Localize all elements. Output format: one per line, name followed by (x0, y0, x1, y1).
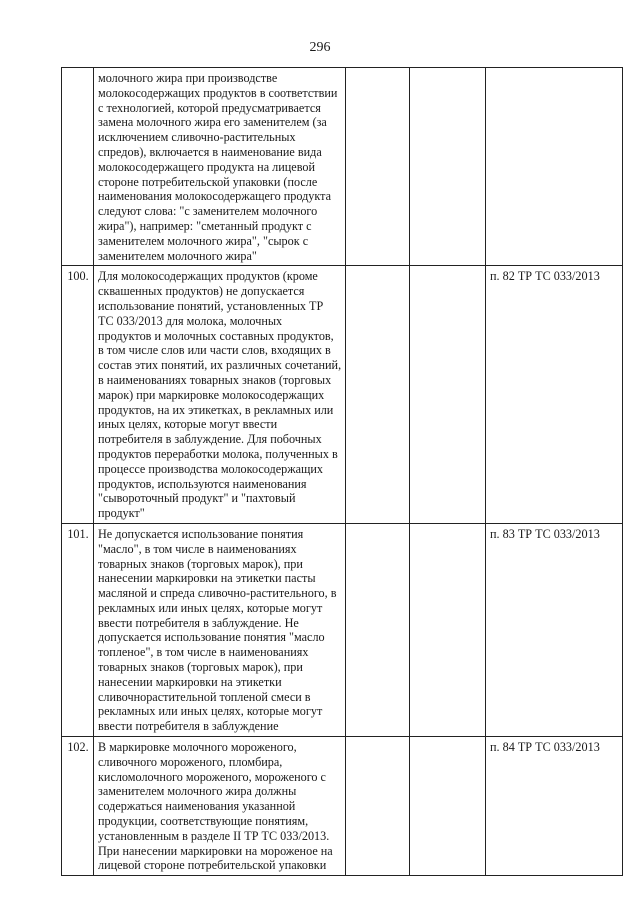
requirements-table (61, 67, 623, 876)
empty-cell (346, 266, 410, 524)
row-number (62, 68, 94, 266)
requirement-text: Для молокосодержащих продуктов (кроме сквашенных продуктов) не допускается использование понятий, установленных ТР ТС 033/2013 для молока, молочных продуктов и молочных составных продуктов, в том числе слов или части слов, входящих в состав этих понятий, их различных сочетаний, в наименованиях товарных знаков (торговых марок) при маркировке молокосодержащих продуктов, на их этикетках, в рекламных или иных целях, которые могут ввести потребителя в заблуждение. Для побочных продуктов переработки молока, полученных в процессе производства молокосодержащих продуктов, используются наименования "сывороточный продукт" и "пахтовый продукт" (94, 266, 346, 524)
empty-cell (410, 523, 486, 736)
table-row (62, 737, 623, 876)
empty-cell (346, 68, 410, 266)
row-number: 100. (62, 266, 94, 524)
table-row (62, 266, 623, 524)
empty-cell (410, 737, 486, 876)
empty-cell (346, 737, 410, 876)
reference-cell (486, 68, 623, 266)
table-row (62, 68, 623, 266)
reference-cell: п. 82 ТР ТС 033/2013 (486, 266, 623, 524)
reference-cell: п. 83 ТР ТС 033/2013 (486, 523, 623, 736)
row-number: 102. (62, 737, 94, 876)
requirement-text: молочного жира при производстве молокосодержащих продуктов в соответствии с технологией, которой предусматривается замена молочного жира его заменителем (за исключением сливочно-растительных спредов), включается в наименование вида молокосодержащего продукта на лицевой стороне потребительской упаковки (после наименования молокосодержащего продукта следуют слова: "с заменителем молочного жира"), например: "сметанный продукт с заменителем молочного жира", "сырок с заменителем молочного жира" (94, 68, 346, 266)
empty-cell (346, 523, 410, 736)
requirement-text: В маркировке молочного мороженого, сливочного мороженого, пломбира, кисломолочного мороженого, мороженого с заменителем молочного жира должны содержаться наименования указанной продукции, соответствующие понятиям, установленным в разделе II ТР ТС 033/2013. При нанесении маркировки на мороженое на лицевой стороне потребительской упаковки (94, 737, 346, 876)
table-row (62, 523, 623, 736)
page-number: 296 (309, 40, 331, 55)
empty-cell (410, 68, 486, 266)
empty-cell (410, 266, 486, 524)
reference-cell: п. 84 ТР ТС 033/2013 (486, 737, 623, 876)
requirement-text: Не допускается использование понятия "масло", в том числе в наименованиях товарных знаков (торговых марок), при нанесении маркировки на этикетки пасты масляной и спреда сливочно-растительного, в рекламных или иных целях, которые могут ввести потребителя в заблуждение. Не допускается использование понятия "масло топленое", в том числе в наименованиях товарных знаков (торговых марок), при нанесении маркировки на этикетки сливочнорастительной топленой смеси в рекламных или иных целях, которые могут ввести потребителя в заблуждение (94, 523, 346, 736)
row-number: 101. (62, 523, 94, 736)
